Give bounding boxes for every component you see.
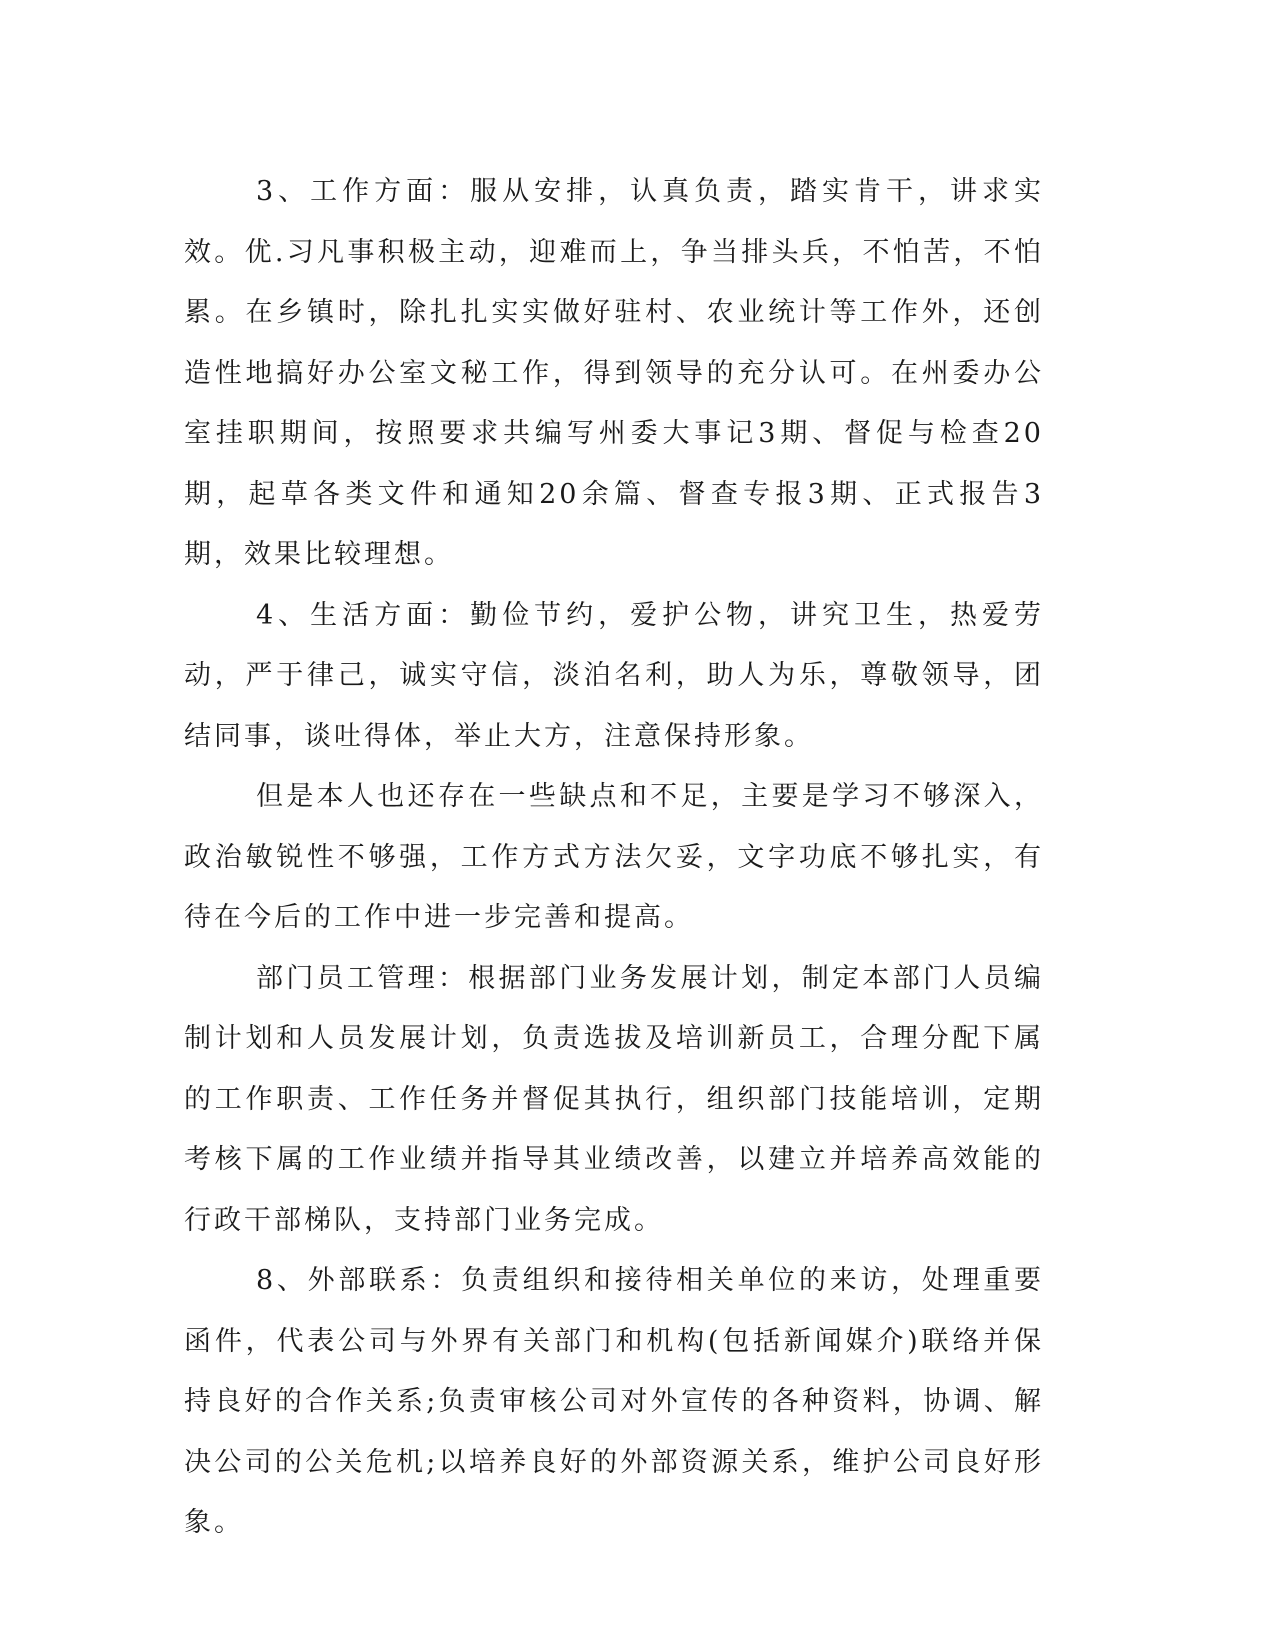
paragraph-life-aspect: 4、生活方面：勤俭节约，爱护公物，讲究卫生，热爱劳动，严于律己，诚实守信，淡泊名利，助人为乐，尊敬领导，团结同事，谈吐得体，举止大方，注意保持形象。 xyxy=(184,599,1044,752)
paragraph-shortcomings: 但是本人也还存在一些缺点和不足，主要是学习不够深入，政治敏锐性不够强，工作方式方法欠妥，文字功底不够扎实，有待在今后的工作中进一步完善和提高。 xyxy=(184,781,1044,933)
paragraph-external-relations: 8、外部联系：负责组织和接待相关单位的来访，处理重要函件，代表公司与外界有关部门和机构(包括新闻媒介)联络并保持良好的合作关系;负责审核公司对外宣传的各种资料，协调、解决公司的公关危机;以培养良好的外部资源关系，维护公司良好形象。 xyxy=(184,1265,1044,1538)
paragraph-staff-management: 部门员工管理：根据部门业务发展计划，制定本部门人员编制计划和人员发展计划，负责选拔及培训新员工，合理分配下属的工作职责、工作任务并督促其执行，组织部门技能培训，定期考核下属的工作业绩并指导其业绩改善，以建立并培养高效能的行政干部梯队，支持部门业务完成。 xyxy=(184,962,1044,1236)
document-body xyxy=(184,162,1044,1554)
paragraph-work-aspect: 3、工作方面：服从安排，认真负责，踏实肯干，讲求实效。优.习凡事积极主动，迎难而上，争当排头兵，不怕苦，不怕累。在乡镇时，除扎扎实实做好驻村、农业统计等工作外，还创造性地搞好办公室文秘工作，得到领导的充分认可。在州委办公室挂职期间，按照要求共编写州委大事记3期、督促与检查20期，起草各类文件和通知20余篇、督查专报3期、正式报告3期，效果比较理想。 xyxy=(184,176,1044,570)
